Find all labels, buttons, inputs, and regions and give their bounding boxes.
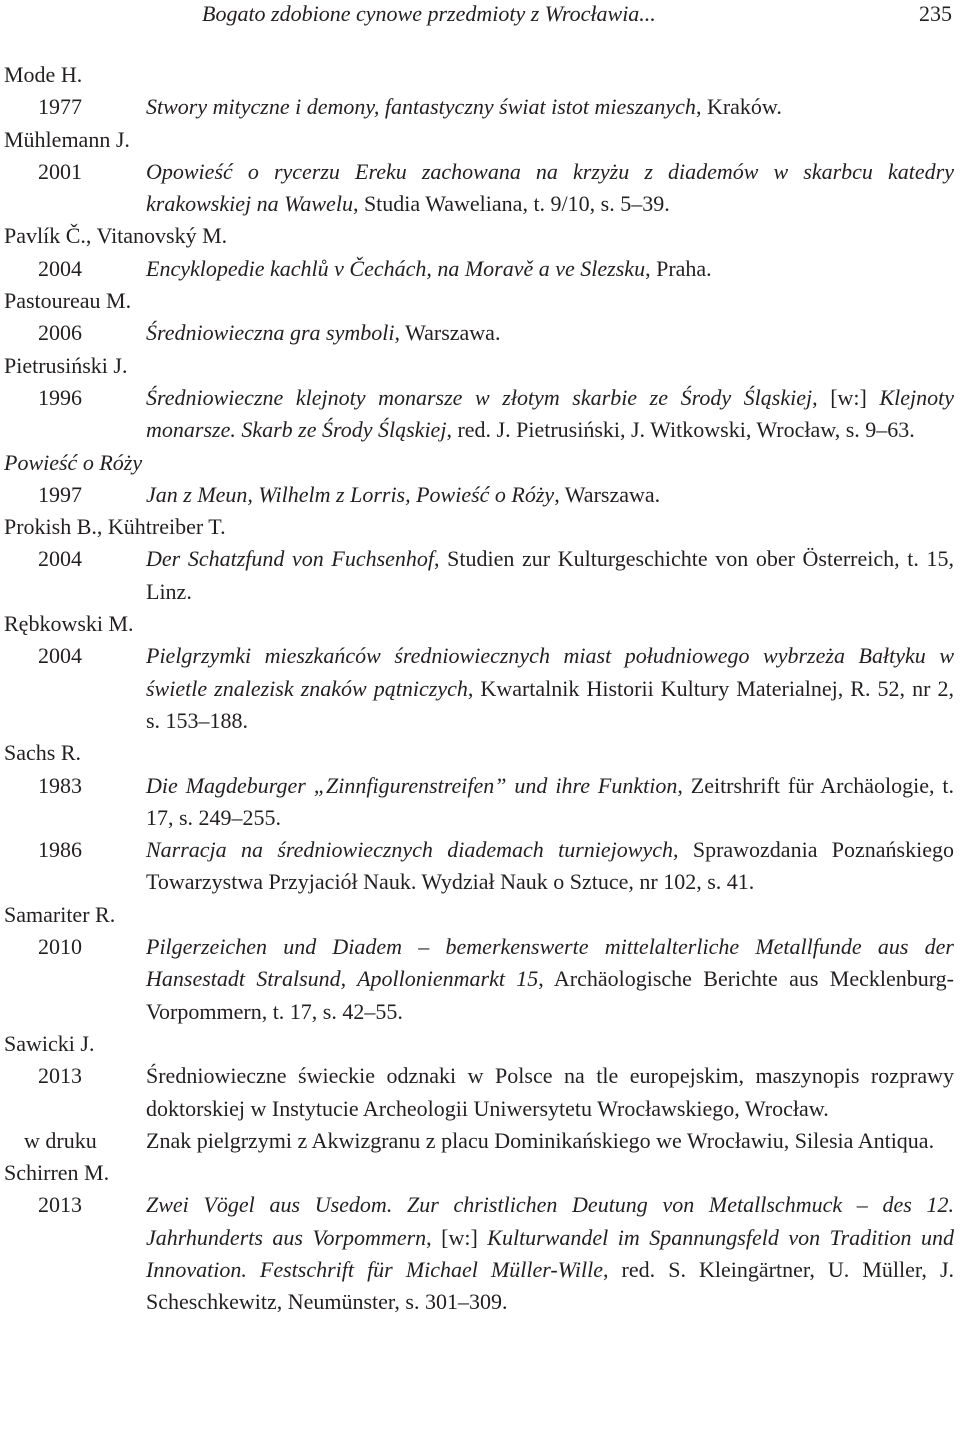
entry-details: , [w:] [812,384,880,410]
entry-details: , [w:] [426,1224,488,1250]
author-heading: Pastoureau M. [4,288,132,314]
author-heading: Powieść o Róży [4,449,143,475]
bibliography-entry [0,640,960,737]
bibliography-entry [0,479,960,511]
entry-text [146,1125,960,1157]
entry-text [146,1060,960,1125]
bibliography-entry [0,91,960,123]
page-number: 235 [919,1,952,26]
entry-details: Znak pielgrzymi z Akwizgranu z placu Dominikańskiego we Wrocławiu, Silesia Antiqua. [146,1127,935,1153]
entry-year: 1986 [38,837,82,863]
entry-title: Jan z Meun, Wilhelm z Lorris, Powieść o Róży [146,481,555,507]
entry-year: 2001 [38,158,82,184]
entry-text [146,253,960,285]
entry-text [146,770,960,835]
entry-year: 2010 [38,934,82,960]
entry-title: Opowieść o rycerzu Ereku zachowana na krzyżu z diademów w skarbcu katedry krakowskiej na Wawelu [146,158,954,217]
entry-details: , Kraków. [695,94,782,120]
author-heading: Rębkowski M. [4,611,134,637]
bibliography-entry [0,156,960,221]
bibliography-entry [0,1060,960,1125]
author-heading: Schirren M. [4,1160,110,1186]
entry-year: 1996 [38,384,82,410]
entry-title: Stwory mityczne i demony, fantastyczny świat istot mieszanych [146,94,696,120]
entry-details: , Studien zur Kulturgeschichte von ober Österreich, t. 15, Linz. [146,546,954,604]
entry-container-title: Klejnoty monarsze. Skarb ze Środy Śląskiej [146,384,955,443]
entry-text [146,1189,960,1318]
entry-details: , red. J. Pietrusiński, J. Witkowski, Wrocław, s. 9–63. [446,417,915,443]
bibliography-entry [0,317,960,349]
author-heading: Samariter R. [4,901,116,927]
entry-title: Średniowieczna gra symboli [146,320,395,346]
bibliography-entry [0,770,960,835]
author-heading: Mühlemann J. [4,126,130,152]
entry-title: Der Schatzfund von Fuchsenhof [146,546,435,572]
entry-year: 2004 [38,643,82,669]
entry-title: Pilgerzeichen und Diadem – bemerkenswerte mittelalterliche Metallfunde aus der Hansestadt Stralsund, Apollonienmarkt 15 [146,934,954,992]
entry-details: , Praha. [645,255,712,281]
entry-year: 2013 [38,1192,82,1218]
bibliography-entry [0,1189,960,1318]
entry-details: Średniowieczne świeckie odznaki w Polsce na tle europejskim, maszynopis rozprawy doktorskiej w Instytucie Archeologii Uniwersytetu Wrocławskiego, Wrocław. [146,1063,954,1121]
entry-title: Die Magdeburger „Zinnfigurenstreifen” und ihre Funktion [146,772,678,798]
bibliography-entry [0,253,960,285]
entry-text [146,156,960,221]
entry-title: Encyklopedie kachlů v Čechách, na Moravě a ve Slezsku [146,255,646,281]
bibliography-entry [0,543,960,608]
running-header [0,0,960,32]
entry-title: Narracja na średniowiecznych diademach turniejowych [146,837,673,863]
author-heading: Sachs R. [4,740,81,766]
entry-container-title: Kulturwandel im Spannungsfeld von Tradition und Innovation. Festschrift für Michael Müller-Wille [146,1224,954,1282]
bibliography-list [0,59,960,1319]
entry-details: , Warszawa. [554,481,661,507]
author-heading: Pietrusiński J. [4,352,128,378]
bibliography-entry [0,834,960,899]
entry-year: 1997 [38,481,82,507]
entry-year: 1977 [38,94,82,120]
entry-title: Średniowieczne klejnoty monarsze w złotym skarbie ze Środy Śląskiej [146,384,813,410]
entry-text [146,382,960,447]
bibliography-entry [0,931,960,1028]
bibliography-entry [0,382,960,447]
entry-text [146,931,960,1028]
entry-title: Zwei Vögel aus Usedom. Zur christlichen Deutung von Metallschmuck – des 12. Jahrhunderts aus Vorpommern [146,1192,954,1250]
author-heading: Mode H. [4,62,83,87]
entry-details: , Kwartalnik Historii Kultury Materialnej, R. 52, nr 2, s. 153–188. [146,675,954,733]
bibliography-entry [0,1125,960,1157]
entry-details: , Archäologische Berichte aus Mecklenburg-Vorpommern, t. 17, s. 42–55. [146,966,954,1024]
entry-text [146,834,960,899]
entry-year: 2013 [38,1063,82,1089]
entry-text [146,91,960,123]
author-heading: Prokish B., Kühtreiber T. [4,514,226,540]
entry-text [146,640,960,737]
running-title: Bogato zdobione cynowe przedmioty z Wrocławia... [202,1,656,26]
entry-year: 2006 [38,320,82,346]
entry-details: , Warszawa. [394,320,501,346]
entry-details: , red. S. Kleingärtner, U. Müller, J. Scheschkewitz, Neumünster, s. 301–309. [146,1256,954,1315]
entry-details: , Zeitrshrift für Archäologie, t. 17, s. 249–255. [146,772,954,830]
entry-year: 1983 [38,772,82,798]
entry-text [146,317,960,349]
entry-text [146,479,960,511]
entry-details: , Studia Waweliana, t. 9/10, s. 5–39. [352,191,670,217]
entry-title: Pielgrzymki mieszkańców średniowiecznych miast południowego wybrzeża Bałtyku w świetle znalezisk znaków pątniczych [146,643,954,701]
entry-year: 2004 [38,255,82,281]
entry-details: , Sprawozdania Poznańskiego Towarzystwa Przyjaciół Nauk. Wydział Nauk o Sztuce, nr 102, s. 41. [146,837,954,895]
entry-year: 2004 [38,546,82,572]
author-heading: Sawicki J. [4,1030,95,1056]
entry-text [146,543,960,608]
entry-year: w druku [24,1127,97,1153]
author-heading: Pavlík Č., Vitanovský M. [4,223,228,249]
